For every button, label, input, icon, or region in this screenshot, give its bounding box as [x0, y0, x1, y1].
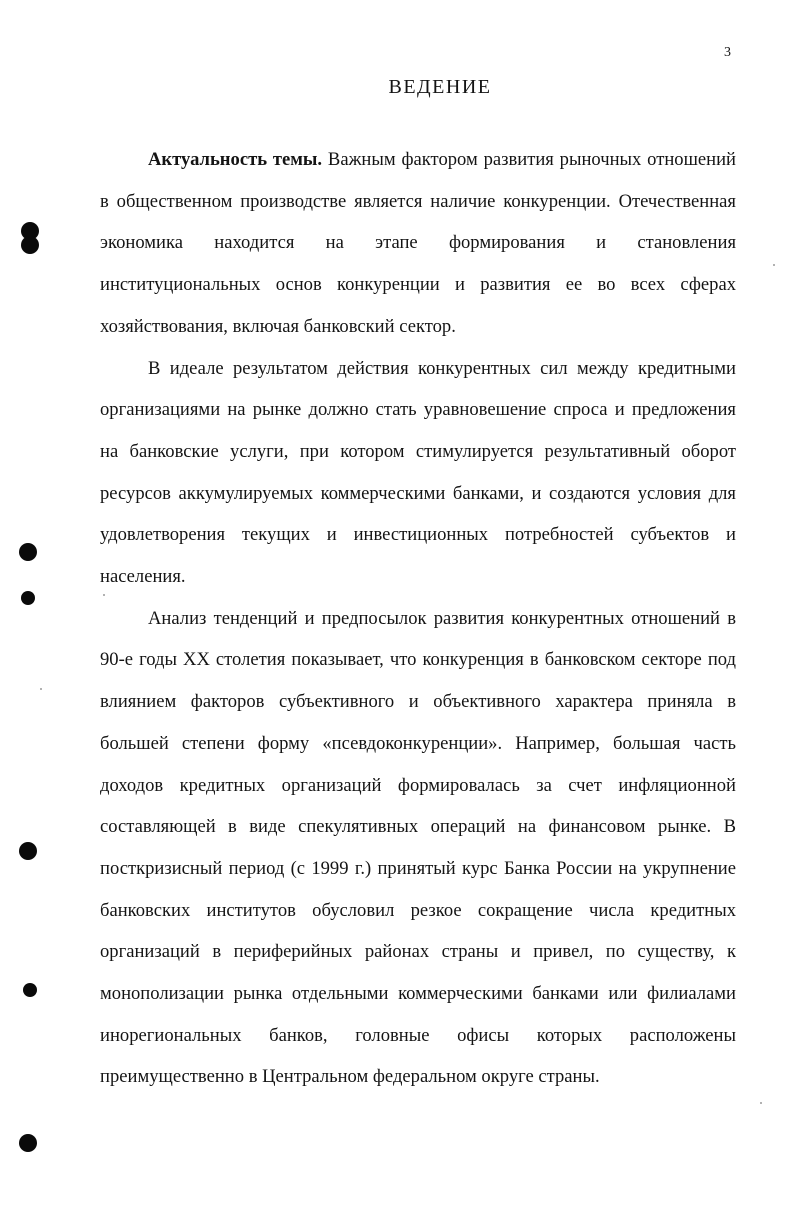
page-number: 3	[724, 45, 731, 60]
paragraph-trend-analysis: Анализ тенденций и предпосылок развития конкурентных отношений в 90-е годы XX столетия показывает, что конкуренция в банковском секторе под влиянием факторов субъективного и объективного характера приняла в большей степени форму «псевдоконкуренции». Например, большая часть доходов кредитных организаций формировалась за счет инфляционной составляющей в виде спекулятивных операций на финансовом рынке. В посткризисный период (с 1999 г.) принятый курс Банка России на укрупнение банковских институтов обусловил резкое сокращение числа кредитных организаций в периферийных районах страны и привел, по существу, к монополизации рынка отдельными коммерческими банками или филиалами инорегиональных банков, головные офисы которых расположены преимущественно в Центральном федеральном округе страны.	[100, 607, 736, 1088]
binding-hole	[21, 591, 35, 605]
document-body	[100, 139, 736, 1098]
paragraph-relevance	[100, 139, 736, 348]
binding-hole	[23, 983, 37, 997]
scan-speck	[773, 264, 775, 266]
scan-speck	[40, 688, 42, 690]
paragraph-ideal-competition: В идеале результатом действия конкурентных сил между кредитными организациями на рынке должно стать уравновешение спроса и предложения на банковские услуги, при котором стимулируется результативный оборот ресурсов аккумулируемых коммерческими банками, и создаются условия для удовлетворения текущих и инвестиционных потребностей субъектов и населения.	[100, 357, 736, 588]
relevance-text: Важным фактором развития рыночных отношений в общественном производстве является наличие конкуренции. Отечественная экономика находится на этапе формирования и становления институциональных основ конкуренции и развития ее во всех сферах хозяйствования, включая банковский сектор.	[100, 149, 736, 337]
binding-hole	[19, 543, 37, 561]
relevance-heading: Актуальность темы.	[148, 149, 323, 170]
page-title: ВЕДЕНИЕ	[388, 76, 492, 98]
binding-hole	[19, 842, 37, 860]
scan-speck	[760, 1102, 762, 1104]
binding-hole	[21, 236, 39, 254]
binding-hole	[19, 1134, 37, 1152]
